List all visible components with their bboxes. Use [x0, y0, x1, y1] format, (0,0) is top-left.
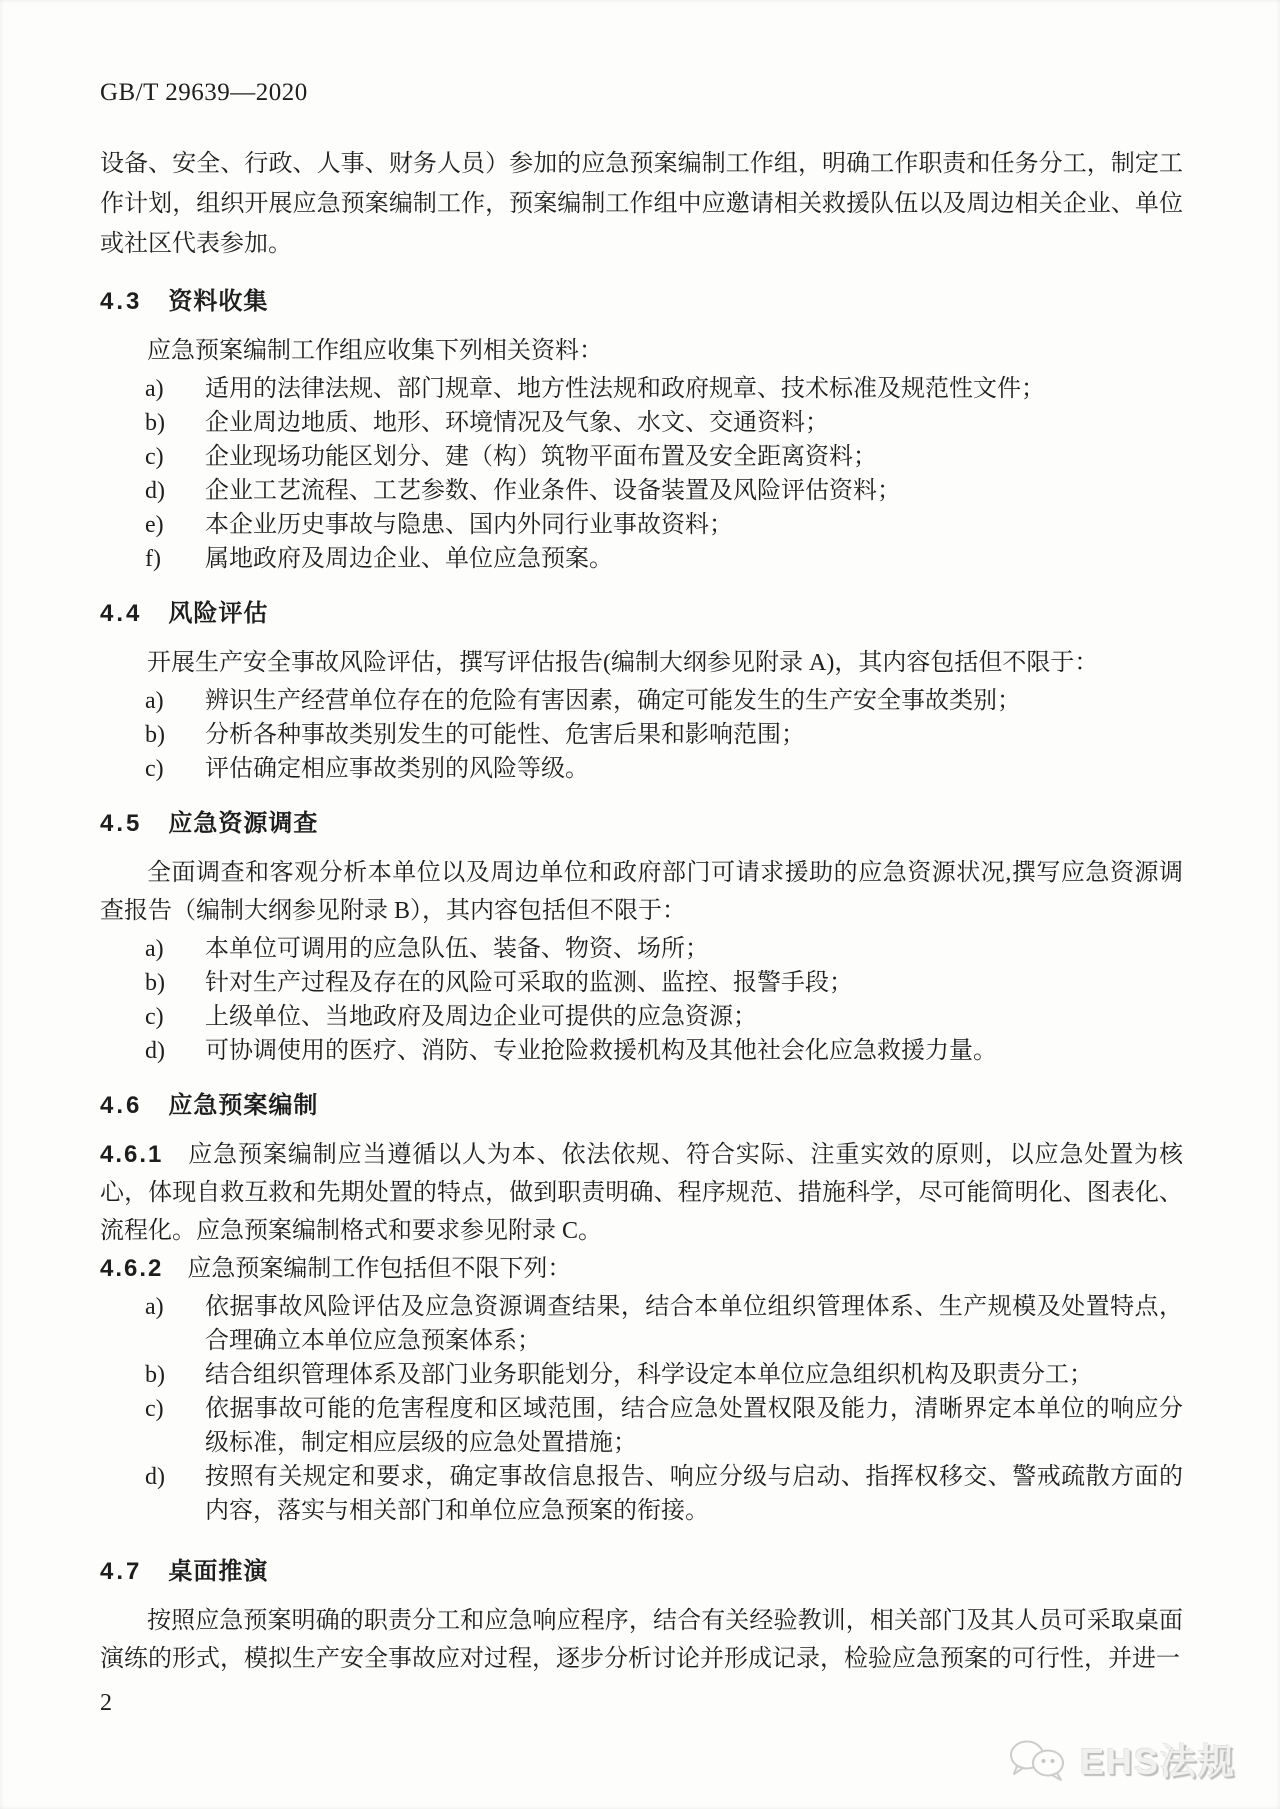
list-item-marker: b): [145, 1362, 165, 1388]
list-item-text: 按照有关规定和要求，确定事故信息报告、响应分级与启动、指挥权移交、警戒疏散方面的内容，落实与相关部门和单位应急预案的衔接。: [205, 1464, 1183, 1524]
clause-4-6-2: [100, 1250, 1183, 1288]
list-item-text: 本单位可调用的应急队伍、装备、物资、场所；: [205, 936, 709, 962]
section-4-4-intro: 开展生产安全事故风险评估，撰写评估报告(编制大纲参见附录 A)，其内容包括但不限于：: [147, 650, 1099, 676]
section-heading-4-6: [100, 1088, 1183, 1124]
list-item: [100, 1290, 1183, 1358]
list-item: [100, 1460, 1183, 1528]
wechat-logo-icon: [1008, 1736, 1070, 1784]
list-item-marker: a): [145, 376, 164, 402]
section-title: 应急预案编制: [168, 1092, 319, 1119]
list-item: [100, 1358, 1183, 1392]
list-item: [100, 1000, 1183, 1034]
list-item-marker: d): [145, 1038, 165, 1064]
watermark-text: EHS法规: [1079, 1741, 1236, 1782]
section-4-5-intro: 全面调查和客观分析本单位以及周边单位和政府部门可请求援助的应急资源状况,撰写应急资源调查报告（编制大纲参见附录 B），其内容包括但不限于：: [100, 860, 1183, 924]
section-number: 4.7: [100, 1558, 143, 1585]
list-item: [100, 406, 1183, 440]
list-item: [100, 440, 1183, 474]
list-item-text: 辨识生产经营单位存在的危险有害因素，确定可能发生的生产安全事故类别；: [205, 688, 1021, 714]
list-item: [100, 372, 1183, 406]
list-item: [100, 1034, 1183, 1068]
section-number: 4.3: [100, 288, 143, 315]
list-item-text: 针对生产过程及存在的风险可采取的监测、监控、报警手段；: [205, 970, 853, 996]
list-item: [100, 508, 1183, 542]
list-item-text: 依据事故可能的危害程度和区域范围，结合应急处置权限及能力，清晰界定本单位的响应分级标准，制定相应层级的应急处置措施；: [205, 1396, 1183, 1456]
list-item: [100, 684, 1183, 718]
list-item: [100, 752, 1183, 786]
section-heading-4-4: [100, 596, 1183, 632]
section-number: 4.6: [100, 1092, 143, 1119]
list-item-text: 结合组织管理体系及部门业务职能划分，科学设定本单位应急组织机构及职责分工；: [205, 1362, 1093, 1388]
list-item-text: 分析各种事故类别发生的可能性、危害后果和影响范围；: [205, 722, 805, 748]
section-heading-4-7: [100, 1554, 1183, 1590]
list-item-marker: b): [145, 410, 165, 436]
section-heading-4-3: [100, 284, 1183, 320]
list-item-marker: c): [145, 444, 164, 470]
list-item-text: 企业工艺流程、工艺参数、作业条件、设备装置及风险评估资料；: [205, 478, 901, 504]
list-item-marker: e): [145, 512, 164, 538]
page-content: [100, 78, 1183, 1678]
list-item: [100, 542, 1183, 576]
list-item-text: 企业现场功能区划分、建（构）筑物平面布置及安全距离资料；: [205, 444, 877, 470]
list-item-text: 评估确定相应事故类别的风险等级。: [205, 756, 589, 782]
section-4-7-intro: 按照应急预案明确的职责分工和应急响应程序，结合有关经验教训，相关部门及其人员可采取桌面演练的形式，模拟生产安全事故应对过程，逐步分析讨论并形成记录，检验应急预案的可行性，并进一: [100, 1608, 1183, 1672]
section-number: 4.5: [100, 810, 143, 837]
list-item: [100, 966, 1183, 1000]
list-item: [100, 718, 1183, 752]
section-title: 桌面推演: [168, 1558, 269, 1585]
list-item: [100, 1392, 1183, 1460]
list-item-text: 适用的法律法规、部门规章、地方性法规和政府规章、技术标准及规范性文件；: [205, 376, 1045, 402]
list-item-text: 本企业历史事故与隐患、国内外同行业事故资料；: [205, 512, 733, 538]
clause-number: 4.6.2: [100, 1255, 164, 1282]
list-item-text: 属地政府及周边企业、单位应急预案。: [205, 546, 613, 572]
section-4-5-list: [100, 932, 1183, 1068]
list-item-text: 可协调使用的医疗、消防、专业抢险救援机构及其他社会化应急救援力量。: [205, 1038, 997, 1064]
list-item-marker: b): [145, 722, 165, 748]
section-number: 4.4: [100, 600, 143, 627]
list-item-marker: a): [145, 936, 164, 962]
list-item-marker: b): [145, 970, 165, 996]
list-item-marker: a): [145, 1294, 164, 1320]
list-item-marker: d): [145, 478, 165, 504]
list-item-marker: d): [145, 1464, 165, 1490]
section-title: 资料收集: [168, 288, 269, 315]
list-item-text: 依据事故风险评估及应急资源调查结果，结合本单位组织管理体系、生产规模及处置特点，合理确立本单位应急预案体系；: [205, 1294, 1183, 1354]
list-item: [100, 474, 1183, 508]
clause-number: 4.6.1: [100, 1141, 164, 1168]
section-4-6-list: [100, 1290, 1183, 1528]
list-item-text: 上级单位、当地政府及周边企业可提供的应急资源；: [205, 1004, 757, 1030]
clause-4-6-1: [100, 1136, 1183, 1250]
clause-text: 应急预案编制应当遵循以人为本、依法依规、符合实际、注重实效的原则，以应急处置为核心，体现自救互救和先期处置的特点，做到职责明确、程序规范、措施科学，尽可能简明化、图表化、流程化。应急预案编制格式和要求参见附录 C。: [100, 1142, 1183, 1244]
list-item-marker: a): [145, 688, 164, 714]
list-item-marker: f): [145, 546, 161, 572]
section-4-3-intro: 应急预案编制工作组应收集下列相关资料：: [147, 338, 603, 364]
section-title: 应急资源调查: [168, 810, 319, 837]
list-item-text: 企业周边地质、地形、环境情况及气象、水文、交通资料；: [205, 410, 829, 436]
section-4-4-list: [100, 684, 1183, 786]
page-number: 2: [100, 1690, 112, 1716]
list-item-marker: c): [145, 1396, 164, 1422]
section-title: 风险评估: [168, 600, 269, 627]
watermark: [1008, 1734, 1236, 1785]
list-item-marker: c): [145, 1004, 164, 1030]
clause-text: 应急预案编制工作包括但不限下列：: [187, 1256, 572, 1282]
section-4-3-list: [100, 372, 1183, 576]
continuation-paragraph: 设备、安全、行政、人事、财务人员）参加的应急预案编制工作组，明确工作职责和任务分工，制定工作计划，组织开展应急预案编制工作，预案编制工作组中应邀请相关救援队伍以及周边相关企业、单位或社区代表参加。: [100, 151, 1183, 257]
list-item-marker: c): [145, 756, 164, 782]
section-heading-4-5: [100, 806, 1183, 842]
standard-code: GB/T 29639—2020: [100, 79, 308, 106]
list-item: [100, 932, 1183, 966]
